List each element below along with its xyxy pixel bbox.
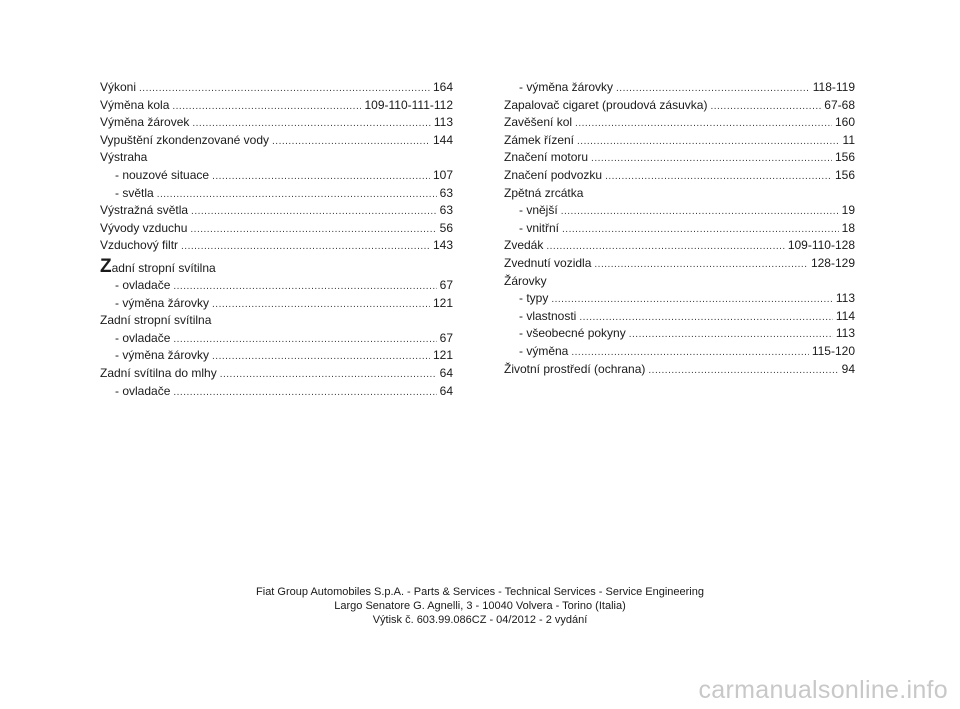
dot-leader [562,221,839,239]
index-entry-label: Zvednutí vozidla [504,255,592,270]
dot-leader [605,168,832,186]
index-entry-page: 156 [834,150,855,165]
index-entry-page: 63 [439,203,453,218]
index-entry [504,114,855,132]
index-entry-label: - výměna žárovky [519,80,614,94]
dot-leader [710,98,821,116]
index-entry-label: - ovladače [115,383,171,398]
footer-line-company: Fiat Group Automobiles S.p.A. - Parts & Services - Technical Services - Service Engineering [256,586,704,598]
index-entry-label: Vývody vzduchu [100,220,188,235]
index-entry [504,167,855,185]
index-entry-page: 109-110-111-112 [364,97,453,112]
index-entry-page: 143 [432,238,453,253]
index-entry-label: - výměna žárovky [115,295,210,310]
dot-leader [192,115,430,133]
index-entry-label: - ovladače [115,277,171,292]
dot-leader [173,278,436,296]
index-entry-page: 113 [433,115,453,130]
index-entry [100,132,453,150]
index-entry-page: 109-110-128 [787,238,855,253]
index-entry-label: Žárovky [504,273,547,288]
index-entry-page: 144 [432,132,453,147]
dot-leader [212,348,430,366]
index-entry-label: Vypuštění zkondenzované vody [100,132,270,147]
dot-leader [172,98,361,116]
index-entry-page: 121 [432,295,453,310]
index-entry [100,202,453,220]
index-entry-label: Životní prostředí (ochrana) [504,361,646,376]
index-entry [100,114,453,132]
index-entry [504,325,855,343]
index-entry [504,308,855,326]
dot-leader [575,115,832,133]
dot-leader [181,238,430,256]
dot-leader [157,186,437,204]
dot-leader [591,150,832,168]
index-entry [100,79,453,97]
index-entry-label: Zpětná zrcátka [504,185,584,200]
index-entry-label: Výstraha [100,150,148,165]
dot-leader [139,80,430,98]
dot-leader [551,291,833,309]
dot-leader [616,80,810,98]
index-entry [100,185,453,203]
dot-leader [220,366,437,384]
index-entry [504,202,855,220]
index-entry-page: 56 [439,220,453,235]
index-entry [100,383,453,401]
dot-leader [173,331,436,349]
index-entry-label: - typy [519,291,549,306]
index-entry-page: 94 [841,361,855,376]
dot-leader [561,203,839,221]
index-entry-page: 118-119 [812,80,855,94]
footer-line-print: Výtisk č. 603.99.086CZ - 04/2012 - 2 vydání [372,614,588,626]
index-group-heading [100,149,453,167]
index-entry-label: Vzduchový filtr [100,238,179,253]
index-entry-page: 115-120 [811,343,855,358]
dot-leader [212,168,430,186]
index-entry-label: Značení motoru [504,150,589,165]
index-entry-label: Výstražná světla [100,203,189,218]
index-entry-page: 67 [439,330,453,345]
index-entry-label: Zapalovač cigaret (proudová zásuvka) [504,97,708,112]
watermark: carmanualsonline.info [698,676,948,704]
index-column-right [504,79,855,378]
index-entry-label: - vnitřní [519,220,560,235]
index-entry-label: Zámek řízení [504,132,575,147]
index-entry-label: Výměna žárovek [100,115,190,130]
dot-leader [212,296,430,314]
index-entry [504,220,855,238]
index-entry-page: 67 [439,277,453,292]
index-entry-label: - nouzové situace [115,167,210,182]
index-entry-page: 64 [439,383,453,398]
index-entry [504,97,855,115]
index-entry-page: 164 [432,80,453,94]
index-entry [504,149,855,167]
index-list-left [100,79,453,255]
dot-leader [594,256,808,274]
index-entry [100,365,453,383]
index-entry [504,255,855,273]
letter-heading-rest: adní stropní svítilna [111,260,216,275]
index-entry-page: 67-68 [824,97,855,112]
index-entry [504,343,855,361]
dot-leader [571,344,808,362]
dot-leader [190,221,436,239]
index-list-right [504,79,855,378]
index-entry [100,277,453,295]
index-entry-label: - výměna [519,343,569,358]
index-entry-page: 18 [841,220,855,235]
index-entry-label: - všeobecné pokyny [519,326,626,341]
index-entry-label: Zavěšení kol [504,115,573,130]
letter-initial: Z [100,255,112,277]
index-column-left [100,79,453,400]
index-entry-page: 113 [835,326,855,341]
index-list-left-z [100,277,453,400]
dot-leader [579,309,833,327]
index-entry-label: Zadní svítilna do mlhy [100,365,217,380]
index-entry-page: 63 [439,185,453,200]
index-entry [504,79,855,97]
index-entry-label: - vnější [519,203,558,218]
index-group-heading [504,273,855,291]
index-entry [100,330,453,348]
index-entry-label: - ovladače [115,330,171,345]
index-entry [100,167,453,185]
index-entry-page: 156 [834,167,855,182]
publisher-footer [0,585,960,627]
index-entry-label: - vlastnosti [519,308,577,323]
index-entry [504,237,855,255]
index-entry-page: 128-129 [810,255,855,270]
index-entry-label: - výměna žárovky [115,348,210,363]
dot-leader [577,133,840,151]
index-entry-label: Výměna kola [100,97,170,112]
dot-leader [173,384,436,402]
index-entry-page: 11 [842,132,855,147]
index-entry [504,361,855,379]
index-entry-page: 114 [835,308,855,323]
index-entry-page: 121 [432,348,453,363]
dot-leader [191,203,437,221]
letter-heading-z [100,257,453,277]
dot-leader [272,133,430,151]
index-entry [504,290,855,308]
dot-leader [629,326,833,344]
index-entry-page: 19 [841,203,855,218]
index-entry-label: Značení podvozku [504,167,603,182]
index-entry-label: Výkoni [100,80,137,94]
footer-line-address: Largo Senatore G. Agnelli, 3 - 10040 Volvera - Torino (Italia) [334,600,626,612]
index-entry [100,295,453,313]
index-group-heading [504,185,855,203]
index-entry-page: 160 [834,115,855,130]
index-entry-page: 113 [835,291,855,306]
index-entry [100,237,453,255]
dot-leader [546,238,784,256]
index-entry-label: Zadní stropní svítilna [100,313,212,328]
index-entry-page: 107 [432,167,453,182]
index-group-heading [100,312,453,330]
index-entry [100,220,453,238]
index-entry-label: - světla [115,185,154,200]
index-entry [504,132,855,150]
index-entry [100,97,453,115]
index-entry-page: 64 [439,365,453,380]
index-entry [100,347,453,365]
index-entry-label: Zvedák [504,238,544,253]
dot-leader [648,362,838,380]
